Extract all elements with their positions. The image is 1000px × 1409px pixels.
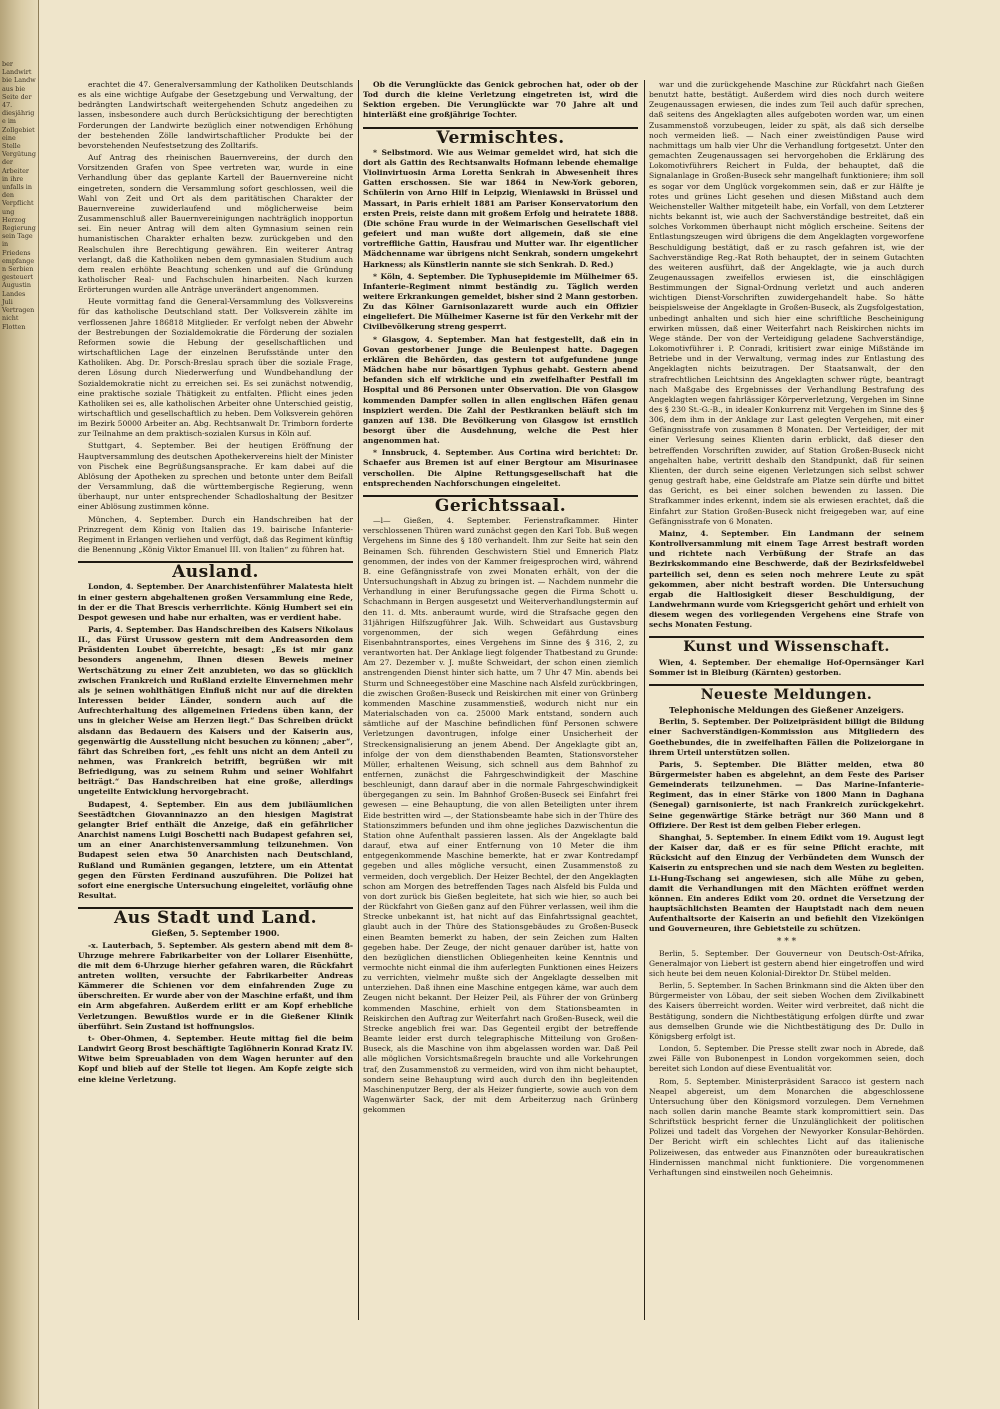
column-divider-1: [358, 80, 359, 1320]
news-item: * Selbstmord. Wie aus Weimar gemeldet wird, hat sich die dort als Gattin des Rechtsanwalts Hofmann lebende ehemalige Violinvirtuosin Arma Loretta Senkrah in Abwesenheit ihres Gatten erschossen. Sie war 1864 in New-York geboren, Schülerin von Arno Hilf in Leipzig, Wieniawski in Brüssel und Massart, in Paris erhielt 1881 am Pariser Konservatorium den ersten Preis, reiste dann mit großem Erfolg und heiratete 1888. (Die schöne Frau wurde in der Weimarischen Gesellschaft viel gefeiert und man wußte dort allgemein, daß sie eine vortreffliche Gattin, Hausfrau und Mutter war. Ihr eigentlicher Mädchenname war übrigens nicht Senkrah, sondern umgekehrt Harkness; als Künstlerin nannte sie sich Senkrah. D. Red.): [363, 147, 638, 269]
article-paragraph: Auf Antrag des rheinischen Bauernvereins, der durch den Vorsitzenden Grafen von Spee vertreten war, wurde in eine Verhandlung über das geplante Kartell der Bauernvereine nicht eingetreten, sondern die Versammlung sofort geschlossen, weil die Wahl von Zeit und Ort als dem paritätischen Charakter der Bauernvereine zuwiderlaufend und möglicherweise beim Zusammenschluß aller Bauernvereinigungen nachträglich inopportun sei. Ein neuer Antrag will dem alten Gymnasium seinen rein humanistischen Charakter erhalten bezw. zurückgeben und den Realschulen ihre Berechtigung gewähren. Ein weiterer Antrag verlangt, daß die Katholiken neben dem gymnasialen Studium auch dem realen erhöhte Beachtung schenken und auf die Gründung katholischer Real- und Fachschulen hinarbeiten. Nach kurzen Erörterungen wurden alle Anträge unverändert angenommen.: [78, 153, 353, 295]
news-item: * Innsbruck, 4. September. Aus Cortina wird berichtet: Dr. Schaefer aus Bremen ist auf einer Bergtour am Misurinasee verschollen. Die Alpine Rettungsgesellschaft hat die entsprechenden Nachforschungen eingeleitet.: [363, 448, 638, 488]
section-subheading: Telephonische Meldungen des Gießener Anzeigers.: [669, 705, 904, 716]
court-report: —l— Gießen, 4. September. Ferienstrafkammer. Hinter verschlossenen Thüren ward zunächst gegen den Karl Tob. Buß wegen Vergehens im Sinne des § 180 verhandelt. Ihm zur Seite hat sein den Beinamen Sch. führenden Geschwistern Stiel und Emnerich Platz genommen, der indes von der Kammer freigesprochen wird, während B. eine Gefängnisstrafe von zwei Monaten erhält, von der die Untersuchungshaft in Abzug zu bringen ist. — Nachdem nunmehr die Verhandlung in einer Berufungssache gegen die Firma Schott u. Schachmann in Bergen ausgesetzt und Weiterverhandlungstermin auf den 11. d. Mts. anberaumt wurde, wird die Strafsache gegen den 31jährigen Hilfszugführer Jak. Wilh. Schweidart aus Gustavsburg vorgenommen, der sich wegen Gefährdung eines Eisenbahntransportes, eines Vergehens im Sinne des § 316, 2, zu verantworten hat. Der Anklage liegt folgender Thatbestand zu Grunde: Am 27. Dezember v. J. mußte Schweidart, der schon einen ziemlich anstrengenden Dienst hinter sich hatte, um 7 Uhr 47 Min. abends bei Sturm und Schneegestöber eine Maschine nach Alsfeld zurückbringen, die zwischen Großen-Buseck und Reiskirchen mit einer von Grünberg kommenden Maschine zusammenstieß, wodurch nicht nur ein Materialschaden von ca. 25000 Mark entstand, sondern auch sämtliche auf der Maschine befindlichen fünf Personen schwere Verletzungen davontrugen, infolge einer Unsicherheit der Streckensignalisierung an jenem Abend. Der Angeklagte gibt an, infolge der von dem diensthabenden Beamten, Stationsvorsteher Müller, erhaltenen Weisung, sich schnell aus dem Bahnhof zu entfernen, zunächst die Fahrgeschwindigkeit der Maschine beschleunigt, dann darauf aber in die normale Fahrgeschwindigkeit übergegangen zu sein. Im Bahnhof Großen-Buseck sei Einfahrt frei gewesen — eine Behauptung, die von allen Beteiligten unter ihrem Eide bestritten wird —, der Stationsbeamte habe sich in der Thüre des Stationszimmers befunden und ihm ohne jegliches Dazwischentun die Station ohne Aufenthalt passieren lassen. Als der Angeklagte bald darauf, etwa auf einer Entfernung von 10 Meter die ihm entgegenkommende Maschine bemerkte, hat er zwar Kontredampf gegeben und alles mögliche versucht, einen Zusammenstoß zu vermeiden, doch vergeblich. Der Heizer Bechtel, der den Angeklagten schon am Morgen des betreffenden Tages nach Alsfeld bis Fulda und von dort zurück bis Gießen begleitete, hat sich wie hier, so auch bei der Rückfahrt von Gießen ganz auf den Führer verlassen, weil ihm die Strecke unbekannt ist, hat nicht auf das Einfahrtssignal geachtet, glaubt auch in der Thüre des Stationsgebäudes zu Großen-Buseck einen Beamten bemerkt zu haben, der sein Zeichen zum Halten gegeben habe. Der Zeuge, der nicht genauer darüber ist, hatte von den bezüglichen dienstlichen Obliegenheiten keine Kenntnis und vermochte nicht einmal die ihm auferlegten Funktionen eines Heizers zu verrichten, vielmehr mußte sich der Angeklagte desselben mit unterziehen. Daß ihnen eine Maschine entgegen käme, war auch dem Zeugen nicht bekannt. Der Heizer Peil, als Führer der von Grünberg kommenden Maschine, erhielt von dem Stationsbeamten in Reiskirchen den Auftrag zur Weiterfahrt nach Großen-Buseck, weil die Strecke angeblich frei war. Das Gegenteil ergibt der betreffende Beamte leider erst durch telegraphische Mitteilung von Großen-Buseck, als die Maschine von ihm abgelassen worden war. Daß Peil alle möglichen Vorsichtsmaßregeln brauchte und alle Vorkehrungen traf, den Zusammenstoß zu vermeiden, wird von ihm nicht behauptet, sondern seine Behauptung wird auch durch den ihn begleitenden Maschinenputzer Berg, der als Heizer fungierte, sowie auch von dem Wagenwärter Sack, der mit dem Arbeiterzug nach Grünberg gekommen: [363, 516, 638, 1115]
section-heading-gerichtssaal: Gerichtssaal.: [363, 495, 638, 511]
news-item: Berlin, 5. September. In Sachen Brinkmann sind die Akten über den Bürgermeister von Löbau, der seit sieben Wochen dem Zivilkabinett des Kaisers überreicht worden. Weiter wird verbreitet, daß nicht die Bestätigung, sondern die Nichtbestätigung erfolgen dürfte und zwar aus demselben Grunde wie die Nichtbestätigung des Dr. Dullo in Königsberg erfolgt ist.: [649, 981, 924, 1041]
news-item: Berlin, 5. September. Der Gouverneur von Deutsch-Ost-Afrika, Generalmajor von Liebert ist gestern abend hier eingetroffen und wird sich heute bei dem neuen Kolonial-Direktor Dr. Stübel melden.: [649, 948, 924, 978]
news-item: Budapest, 4. September. Ein aus dem jubiläumlichen Seestädtchen Giovanninazzo an den hiesigen Magistrat gelangter Brief enthält die Anzeige, daß ein gefährlicher Anarchist namens Luigi Boschetti nach Budapest gefahren sei, um an einer Anarchistenversammlung teilzunehmen. Von Budapest seien etwa 50 Anarchisten nach Deutschland, Rußland und Rumänien gegangen, letztere, um ein Attentat gegen den Fürsten Ferdinand auszuführen. Die Polizei hat sofort eine energische Untersuchung eingeleitet, vorläufig ohne Resultat.: [78, 799, 353, 901]
news-item: Paris, 4. September. Das Handschreiben des Kaisers Nikolaus II., das Fürst Urussow gestern mit dem Andreasorden dem Präsidenten Loubet überreichte, besagt: „Es ist mir ganz besonders angenehm, Ihnen diesen Beweis meiner Wertschätzung zu einer Zeit anzubieten, wo das so glücklich zwischen Frankreich und Rußland erzielte Einvernehmen mehr als je seinen wohlthätigen Einfluß nicht nur auf die direkten Interessen beider Länder, sondern auch auf die Aufrechterhaltung des allgemeinen Friedens üben kann, der uns in gleicher Weise am Herzen liegt.“ Das Schreiben drückt alsdann das Bedauern des Kaisers und der Kaiserin aus, gegenwärtig die Ausstellung nicht besuchen zu können; „aber“, fährt das Schreiben fort, „es fehlt uns nicht an dem Anteil zu nehmen, was Frankreich betrifft, begrüßen wir mit Befriedigung, was zu seinem Ruhm und seiner Wohlfahrt beiträgt.“ Das Handschreiben hat eine große, allerdings ungeteilte Entwicklung hervorgebracht.: [78, 624, 353, 797]
section-heading-kunst: Kunst und Wissenschaft.: [649, 636, 924, 652]
news-item: Berlin, 5. September. Der Polizeipräsident billigt die Bildung einer Sachverständigen-Kommission aus Mitgliedern des Goethebundes, die in zweifelhaften Fällen die Polizeiorgane in ihrem Urteil unterstützen sollen.: [649, 717, 924, 757]
news-item: * Köln, 4. September. Die Typhusepidemie im Mülheimer 65. Infanterie-Regiment nimmt beständig zu. Täglich werden weitere Erkrankungen gemeldet, bisher sind 2 Mann gestorben. Zu das Kölner Garnisonlazarett wurde auch ein Offizier eingeliefert. Die Mülheimer Kaserne ist für den Verkehr mit der Civilbevölkerung streng gesperrt.: [363, 271, 638, 332]
news-item: t- Ober-Ohmen, 4. September. Heute mittag fiel die beim Landwirt Georg Brost beschäftigte Taglöhnerin Konrad Kratz IV. Witwe beim Spreuabladen von dem Wagen herunter auf den Kopf und blieb auf der Stelle tot liegen. Am Kopfe zeigte sich eine kleine Verletzung.: [78, 1033, 354, 1084]
article-paragraph: München, 4. September. Durch ein Handschreiben hat der Prinzregent dem König von Italien das 19. bairische Infanterie-Regiment in Erlangen verliehen und verfügt, daß das Regiment künftig die Benennung „König Viktor Emanuel III. von Italien“ zu führen hat.: [78, 514, 353, 555]
article-paragraph: Stuttgart, 4. September. Bei der heutigen Eröffnung der Hauptversammlung des deutschen Apothekervereins hielt der Minister von Pischek eine Begrüßungsansprache. Er kam dabei auf die Ablösung der Apotheken zu sprechen und betonte unter dem Beifall der Versammlung, daß die württembergische Regierung, wenn überhaupt, nur unter entsprechender Schadloshaltung der Besitzer einer Ablösung zustimmen könne.: [78, 441, 353, 512]
news-item: Mainz, 4. September. Ein Landmann der seinem Kontrollversammlung mit einem Tage Arrest bestraft worden und richtete nach Verbüßung der Strafe an das Bezirkskommando eine Beschwerde, daß der Bezirksfeldwebel parteilich sei, denn es seien noch mehrere Leute zu spät gekommen, aber nicht bestraft worden. Die Untersuchung ergab die Haltlosigkeit dieser Beschuldigung, der Landwehrmann wurde vom Kriegsgericht gehört und erhielt von diesem wegen des vorliegenden Vergehens eine Strafe von sechs Monaten Festung.: [649, 528, 924, 630]
court-report-continued: war und die zurückgehende Maschine zur Rückfahrt nach Gießen benutzt hatte, bestätigt. Außerdem wird dies noch durch weitere Zeugenaussagen erwiesen, die indes zum Teil auch dafür sprechen, daß seitens des Angeklagten alles aufgeboten worden war, um einen Zusammenstoß vorzubeugen, leider zu spät, als daß sich derselbe noch vermeiden ließ. — Nach einer zweistündigen Pause wird nachmittags um halb vier Uhr die Verhandlung fortgesetzt. Unter den gemachten Zeugenaussagen sei hervorgehoben die Erklärung des Lokomotivführers Reichert in Fulda, der behauptet, daß die Signalanlage in Großen-Buseck sehr mangelhaft funktioniere; ihm soll es sogar vor dem Unglück vorgekommen sein, daß er zur Hälfte je rotes und grünes Licht gesehen und diesen Mißstand auch dem Weichensteller Walther mitgeteilt habe, ein Vorfall, von dem Letzterer nichts bekannt ist, wie auch der Sachverständige bestreitet, daß ein solches Vorkommen überhaupt nicht möglich erscheine. Seitens der Entlastungszeugen wird übrigens die dem Angeklagten vorgeworfene Beschuldigung bestätigt, daß er zu rasch gefahren ist, wie der Sachverständige Reg.-Rat Roth behauptet, der in seinem Gutachten des weiteren ausführt, daß der Angeklagte, wie ja auch durch Zeugenaussagen zweifellos erwiesen ist, die einschlägigen Bestimmungen der Signal-Ordnung verletzt und auch anderen wichtigen Dienst-Vorschriften zuwidergehandelt habe. So hätte beispielsweise der Angeklagte in Großen-Buseck, als Zugsfolgestation, unbedingt anhalten und sich hier eine schriftliche Bescheinigung erwirken müssen, daß einer Weiterfahrt nach Reiskirchen nichts im Wege stände. Der von der Verteidigung geladene Sachverständige, Lokomotivführer i. P. Conradi, kritisiert zwar einige Mißstände im Betriebe und in der Verwaltung, vermag indes zur Entlastung des Angeklagten nichts beizutragen. Der Staatsanwalt, der den strafrechtlichen Leichtsinn des Angeklagten schwer rügte, beantragt nach Maßgabe des Ergebnisses der Verhandlung Bestrafung des Angeklagten wegen fahrlässiger Körperverletzung, Vergehen im Sinne des § 230 St.-G.-B., in idealer Konkurrenz mit Vergehen im Sinne des § 306, dem ihm in der Anklage zur Last gelegten Vergehen, mit einer Gefängnisstrafe von zusammen 8 Monaten. Der Verteidiger, der mit einer Verlesung seines Klienten darin erblickt, daß dieser den betreffenden Vorschriften zuwider, auf Station Großen-Buseck nicht angehalten habe, vertritt deshalb den Standpunkt, daß für seinen Klienten, der durch seine eigenen Verletzungen sich selbst schwer genug gestraft habe, eine Geldstrafe am Platze sein dürfte und bittet das Gericht, es bei einer solchen bewenden zu lassen. Die Strafkammer indes erkennt, indem sie als erwiesen erachtet, daß die Einfahrt zur Station Großen-Buseck nicht freigegeben war, auf eine Gefängnisstrafe von 6 Monaten.: [649, 80, 924, 526]
section-heading-stadt: Aus Stadt und Land.: [78, 907, 353, 923]
separator-stars: * * *: [776, 936, 797, 947]
column-3: [649, 80, 924, 1180]
news-item: Shanghai, 5. September. In einem Edikt vom 19. August legt der Kaiser dar, daß er es für seine Pflicht erachte, mit Rücksicht auf den Einzug der Verbündeten dem Wunsch der Kaiserin zu entsprechen und sie nach dem Westen zu begleiten. Li-Hung-Tschang sei angewiesen, sich alle Mühe zu geben, damit die Verhandlungen mit den Mächten eröffnet werden können. Ein anderes Edikt vom 20. ordnet die Versetzung der hauptsächlichsten Beamten der Hauptstadt nach dem neuen Aufenthaltsorte der Kaiserin an und befiehlt den Vizekönigen und Gouverneuren, ihre Gebietsteile zu schützen.: [649, 832, 924, 934]
column-2: [363, 80, 638, 1117]
previous-page-gutter: [0, 0, 39, 1409]
article-paragraph: Heute vormittag fand die General-Versammlung des Volksvereins für das katholische Deutschland statt. Der Volksverein zählte im verflossenen Jahre 186818 Mitglieder. Er verfolgt neben der Abwehr der Bestrebungen der Sozialdemokratie die Förderung der sozialen Reformen sowie die Hebung der gesellschaftlichen und wirtschaftlichen Lage der einzelnen Berufsstände unter den Katholiken. Abg. Dr. Porsch-Breslau sprach über die soziale Frage, deren Lösung durch Niederwerfung und Wundbehandlung der Sozialdemokratie nicht zu erreichen sei. Es sei zunächst notwendig, eine praktische soziale Thätigkeit zu entfalten. Pflicht eines jeden Katholiken sei es, alle katholischen Arbeiter ohne Unterschied geistig, wirtschaftlich und gesellschaftlich zu heben. Dem Volksverein gehören im Bezirk 50000 Arbeiter an. Abg. Rechtsanwalt Dr. Trimborn forderte zur Teilnahme an dem praktisch-sozialen Kursus in Köln auf.: [78, 297, 353, 439]
gutter-text: ber Landwirt bie Landw aus bie Seite der 47. diesjährige im Zollgebiet eine Stelle Vergütung der Arbeiter in ihre unfalls in den Verpflichtung Herzog Regierung sein Tage in Friedens empfangen Serbien gesteuert Augustin Landes Juli Vertragen nicht Flotten: [2, 60, 36, 331]
news-item: -x. Lauterbach, 5. September. Als gestern abend mit dem 8-Uhrzuge mehrere Fabrikarbeiter von der Lollarer Eisenhütte, die mit dem 6-Uhrzuge hierher gefahren waren, die Rückfahrt antreten wollten, versuchte der Fabrikarbeiter Andreas Kämmerer die Schienen vor dem einfahrenden Zuge zu überschreiten. Er wurde aber von der Maschine erfaßt, und ihm ein Arm abgefahren. Außerdem erlitt er am Kopf erhebliche Verletzungen. Bewußtlos wurde er in die Gießener Klinik überführt. Sein Zustand ist hoffnungslos.: [78, 940, 353, 1031]
section-heading-vermischtes: Vermischtes.: [363, 127, 638, 143]
dateline: Gießen, 5. September 1900.: [151, 928, 280, 939]
section-heading-neueste: Neueste Meldungen.: [649, 684, 924, 700]
news-item: London, 4. September. Der Anarchistenführer Malatesta hielt in einer gestern abgehaltenen großen Versammlung eine Rede, in der er die That Brescis verherrlichte. König Humbert sei ein Despot gewesen und habe nur erhalten, was er verdient habe.: [78, 582, 353, 622]
news-item: Rom, 5. September. Ministerpräsident Saracco ist gestern nach Neapel abgereist, um dem Monarchen die abgeschlossene Untersuchung über den Königsmord vorzulegen. Dem Vernehmen nach sollen darin manche Beamte stark kompromittiert sein. Das Schriftstück bespricht ferner die Unzulänglichkeit der politischen Polizei und tadelt das Vorgehen der Newyorker Konsular-Behörden. Der Bericht wirft ein schlechtes Licht auf das italienische Polizeiwesen, das entweder aus Finanznöten oder bureaukratischen Hindernissen manchmal nicht funktioniere. Die vorgenommenen Verhaftungen sind einstweilen noch Geheimnis.: [649, 1076, 924, 1177]
news-item: Wien, 4. September. Der ehemalige Hof-Opernsänger Karl Sommer ist in Bleiburg (Kärnten) gestorben.: [649, 657, 924, 677]
section-heading-ausland: Ausland.: [78, 561, 353, 577]
news-item: Ob die Verunglückte das Genick gebrochen hat, oder ob der Tod durch die kleine Verletzung eingetreten ist, wird die Sektion ergeben. Die Verunglückte war 70 Jahre alt und hinterläßt eine großjährige Tochter.: [363, 80, 638, 120]
news-item: * Glasgow, 4. September. Man hat festgestellt, daß ein in Govan gestorbener Junge die Beulenpest hatte. Dagegen erklären die Behörden, das gestern tot aufgefundene junge Mädchen habe nur bösartigen Typhus gehabt. Gestern abend befanden sich elf wirkliche und ein zweifelhafter Pestfall im Hospital und 86 Personen unter Observation. Die von Glasgow kommenden Dampfer sollen in allen englischen Häfen genau inspiziert werden. Die Zahl der Pestkranken beläuft sich im ganzen auf 138. Die Bevölkerung von Glasgow ist ernstlich besorgt über die Ausdehnung, welche die Pest hier angenommen hat.: [363, 334, 638, 446]
news-item: Paris, 5. September. Die Blätter melden, etwa 80 Bürgermeister haben es abgelehnt, an dem Feste des Pariser Gemeinderats teilzunehmen. — Das Marine-Infanterie-Regiment, das in einer Stärke von 1800 Mann in Daghana (Senegal) garnisonierte, ist nach Frankreich zurückgekehrt. Seine gegenwärtige Stärke beträgt nur 360 Mann und 8 Offiziere. Der Rest ist dem gelben Fieber erlegen.: [649, 759, 924, 830]
article-paragraph: erachtet die 47. Generalversammlung der Katholiken Deutschlands es als eine wichtige Aufgabe der Gesetzgebung und Verwaltung, der bedrängten Landwirtschaft weitergehenden Schutz angedeihen zu lassen, insbesondere auch durch Berücksichtigung der berechtigten Forderungen der Landwirte bezüglich einer notwendigen Erhöhung der bestehenden Zölle landwirtschaftlicher Produkte bei der bevorstehenden Neufestsetzung des Zolltarifs.: [78, 80, 353, 150]
column-divider-2: [644, 80, 645, 1320]
news-item: London, 5. September. Die Presse stellt zwar noch in Abrede, daß zwei Fälle von Bubonenpest in London vorgekommen seien, doch bereitet sich London auf diese Eventualität vor.: [649, 1044, 924, 1074]
column-1: [78, 80, 353, 1087]
